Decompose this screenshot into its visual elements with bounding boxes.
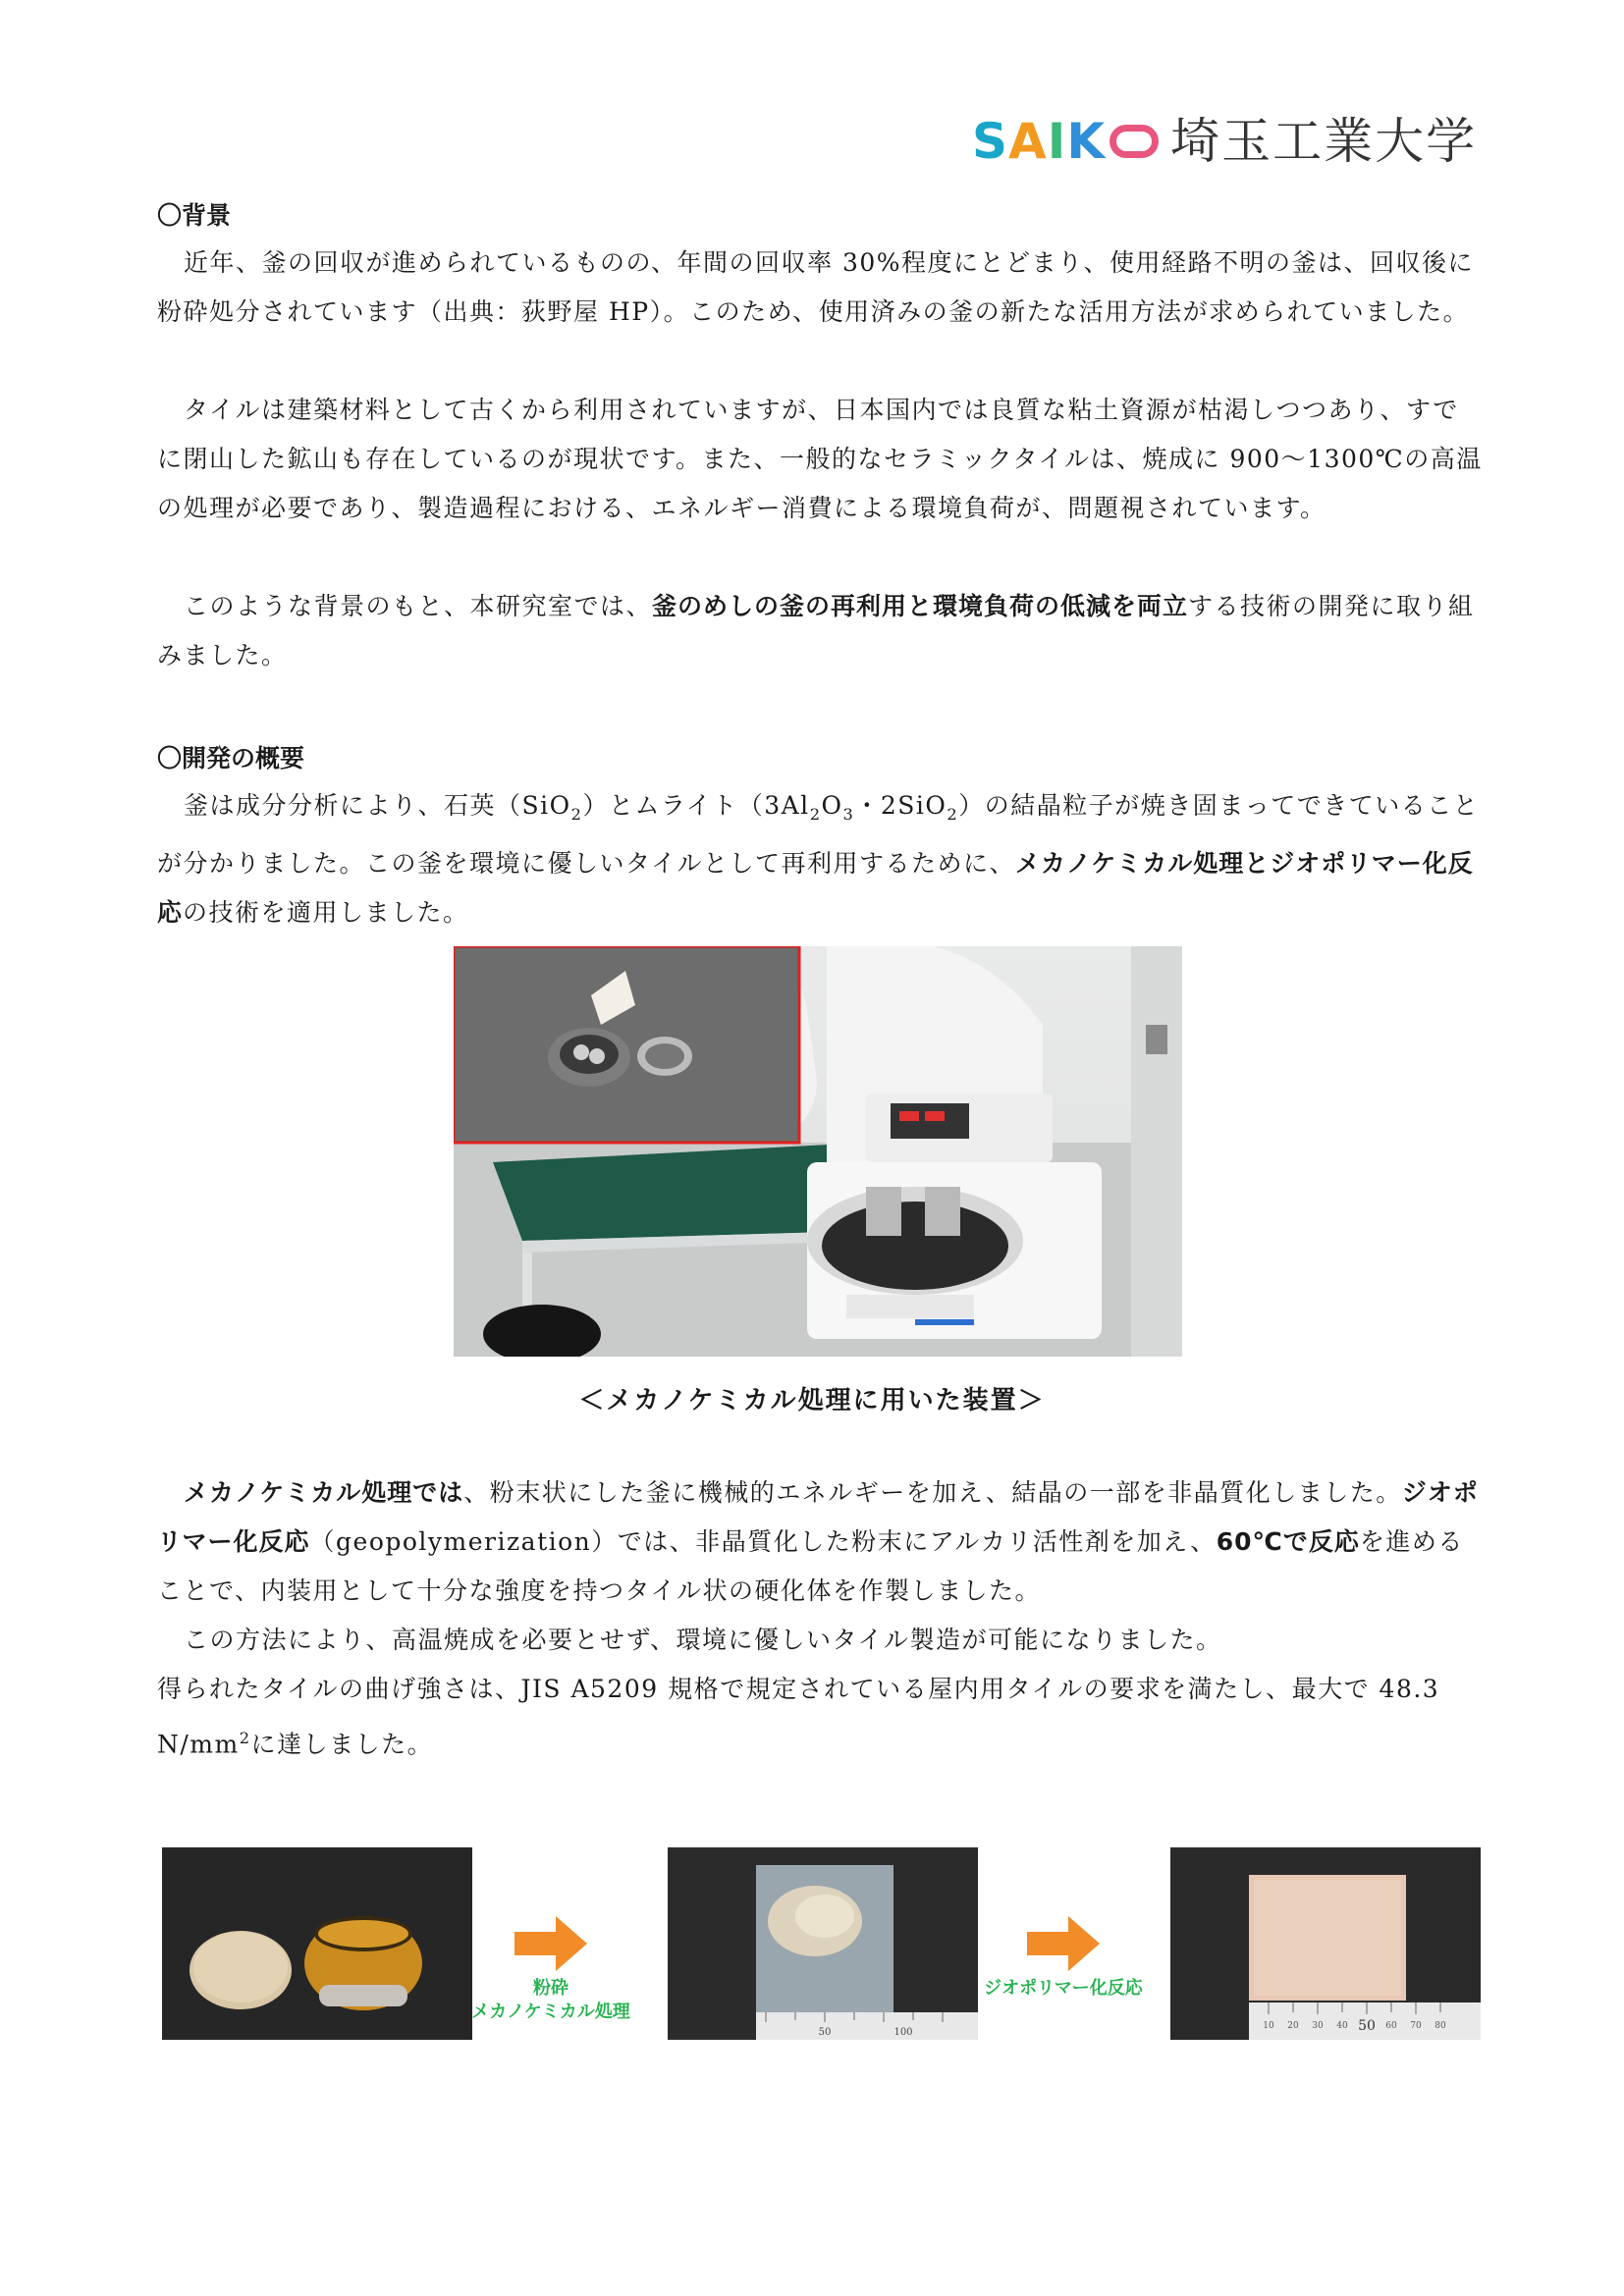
paragraph: タイルは建築材料として古くから利用されていますが、日本国内では良質な粘土資源が枯渇しつつあり、すでに閉山した鉱山も存在しているのが現状です。また、一般的なセラミックタイルは、焼成に 900～1300℃の高温の処理が必要であり、製造過程における、エネルギー消費による環境負荷が、問題視されています。 [157, 396, 1483, 522]
section-heading-overview: 〇開発の概要 [157, 744, 305, 773]
process-step-geopolymerization [980, 1916, 1147, 2001]
ruler-label: 50 [1358, 2018, 1376, 2034]
section-heading-background: 〇背景 [157, 201, 232, 230]
text-run: 釜は成分分析により、石英（SiO [184, 791, 571, 820]
process-step-crushing [467, 1916, 634, 2024]
process-label: メカノケミカル処理 [471, 2002, 630, 2022]
right-arrow-icon [1027, 1916, 1100, 1971]
superscript: 2 [239, 1729, 251, 1747]
tile-photo [1170, 1847, 1481, 2040]
text-run: 得られたタイルの曲げ強さは、JIS A5209 規格で規定されている屋内用タイルの要求を満たし、最大で 48.3 N/mm [157, 1675, 1440, 1759]
saiko-logo-mark [972, 113, 1159, 170]
ruler-label: 60 [1385, 2021, 1397, 2031]
powder-photo [668, 1847, 978, 2040]
university-logo [972, 110, 1477, 173]
apparatus-illustration [454, 946, 1182, 1357]
ruler-label: 70 [1410, 2021, 1422, 2031]
text-run: ）とムライト（3Al [582, 791, 810, 820]
kamameshi-pot-photo [162, 1847, 472, 2040]
process-label: 粉砕 [533, 1978, 568, 1999]
ruler-label: 50 [818, 2027, 832, 2038]
emphasis-text: ジオポリマー化反応 [157, 1478, 1479, 1556]
paragraph [157, 781, 1483, 937]
ruler-label: 80 [1435, 2021, 1446, 2031]
text-run: ・2SiO [854, 791, 947, 820]
paragraph [157, 1468, 1483, 1616]
paragraph: この方法により、高温焼成を必要とせず、環境に優しいタイル製造が可能になりました。 [184, 1626, 1222, 1654]
paragraph [157, 1665, 1483, 1769]
logo-letter: A [1008, 113, 1048, 170]
text-run: の技術を適用しました。 [183, 898, 469, 927]
apparatus-photo [454, 946, 1182, 1357]
photo-caption: ＜メカノケミカル処理に用いた装置＞ [578, 1386, 1046, 1415]
text-run: する技術の開発に取り組みました。 [157, 592, 1475, 669]
ruler-label: 100 [893, 2027, 913, 2038]
right-arrow-icon [514, 1916, 587, 1971]
text-run: ）の結晶粒子が焼き固まってできていることが分かりました。この釜を環境に優しいタイルとして再利用するために、 [157, 791, 1480, 878]
pot-illustration [162, 1847, 472, 2040]
text-run: 、粉末状にした釜に機械的エネルギーを加え、結晶の一部を非晶質化しました。 [463, 1478, 1402, 1507]
text-run: （geopolymerization）では、非晶質化した粉末にアルカリ活性剤を加え、 [309, 1527, 1217, 1556]
text-run: このような背景のもと、本研究室では、 [184, 592, 653, 620]
emphasis-text: メカノケミカル処理では [184, 1478, 464, 1507]
process-label: ジオポリマー化反応 [984, 1978, 1143, 1999]
subscript: 2 [809, 805, 822, 824]
subscript: 3 [842, 805, 855, 824]
subscript: 2 [947, 805, 959, 824]
logo-letter: K [1066, 113, 1107, 170]
logo-letter: I [1047, 113, 1067, 170]
university-name: 埼玉工業大学 [1170, 113, 1478, 170]
text-run: に達しました。 [250, 1730, 434, 1759]
logo-ring-icon [1110, 125, 1159, 158]
emphasis-text: 60℃で反応 [1216, 1527, 1360, 1556]
powder-illustration [668, 1847, 978, 2040]
ruler-label: 20 [1287, 2021, 1299, 2031]
paragraph [157, 582, 1483, 680]
paragraph: 近年、釜の回収が進められているものの、年間の回収率 30%程度にとどまり、使用経路不明の釜は、回収後に粉砕処分されています（出典：荻野屋 HP）。このため、使用済みの釜の新たな活用方法が求められていました。 [157, 248, 1475, 326]
emphasis-text: メカノケミカル処理とジオポリマー化反応 [157, 849, 1474, 927]
tile-illustration [1170, 1847, 1481, 2040]
text-run: を進めることで、内装用として十分な強度を持つタイル状の硬化体を作製しました。 [157, 1527, 1464, 1605]
logo-letter: S [972, 113, 1009, 170]
ruler-label: 40 [1336, 2021, 1348, 2031]
text-run: O [821, 791, 843, 820]
emphasis-text: 釜のめしの釜の再利用と環境負荷の低減を両立 [652, 592, 1189, 620]
subscript: 2 [570, 805, 583, 824]
ruler-label: 10 [1263, 2021, 1274, 2031]
ruler-label: 30 [1312, 2021, 1324, 2031]
